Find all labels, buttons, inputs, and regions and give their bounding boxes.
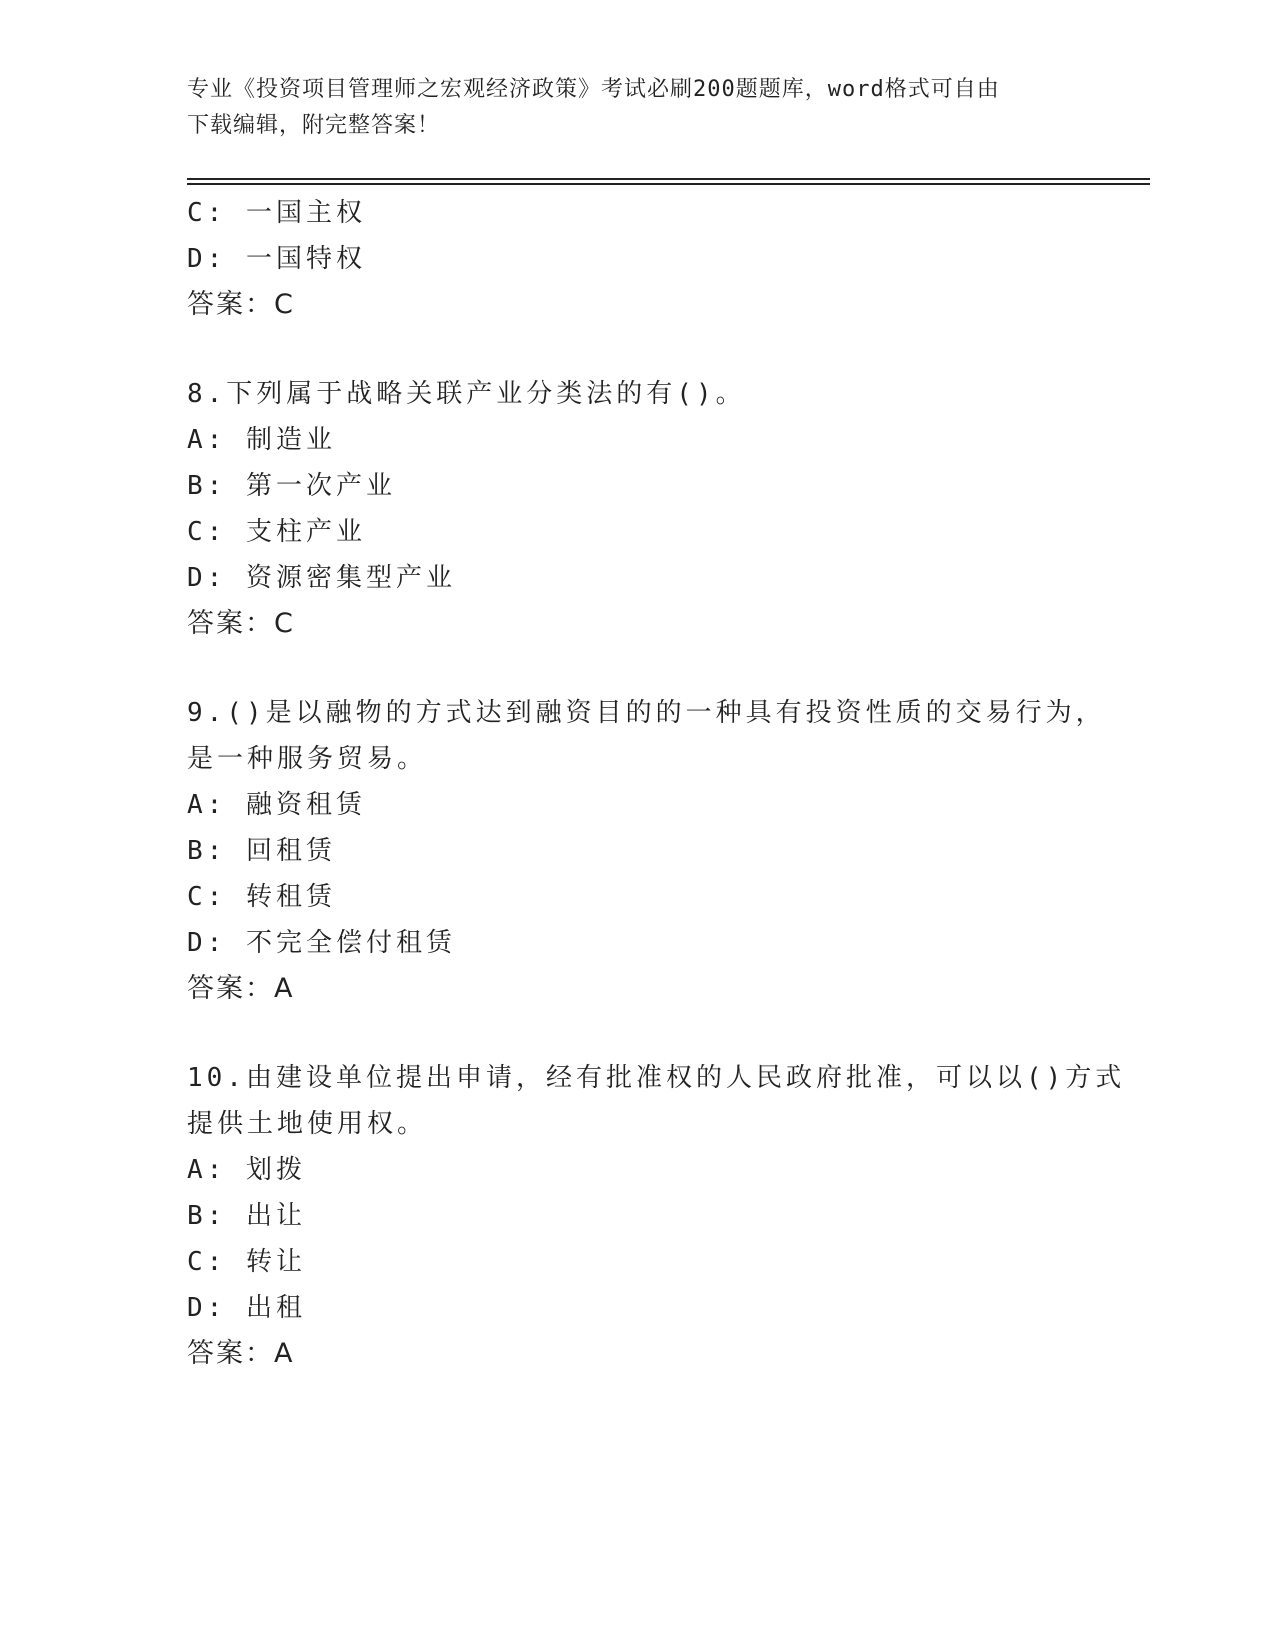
answer: 答案：A bbox=[187, 973, 295, 1004]
option-c: C: 支柱产业 bbox=[187, 517, 366, 547]
question-stem-line-2: 是一种服务贸易。 bbox=[187, 744, 428, 774]
spacer bbox=[187, 1012, 1087, 1055]
option-d: D: 一国特权 bbox=[187, 244, 366, 274]
option-b: B: 出让 bbox=[187, 1201, 306, 1231]
option-b: B: 回租赁 bbox=[187, 836, 336, 866]
option-c: C: 转让 bbox=[187, 1247, 306, 1277]
header-divider-top bbox=[187, 178, 1150, 180]
option-d: D: 不完全偿付租赁 bbox=[187, 928, 456, 958]
header-line-2: 下载编辑，附完整答案！ bbox=[187, 113, 441, 138]
question-stem: 8.下列属于战略关联产业分类法的有()。 bbox=[187, 379, 746, 409]
option-a: A: 融资租赁 bbox=[187, 790, 366, 820]
question-stem-line-2: 提供土地使用权。 bbox=[187, 1109, 428, 1139]
option-d: D: 出租 bbox=[187, 1293, 306, 1323]
answer: 答案：A bbox=[187, 1338, 295, 1369]
answer: 答案：C bbox=[187, 289, 295, 320]
document-header bbox=[187, 72, 1067, 144]
answer: 答案：C bbox=[187, 608, 295, 639]
option-d: D: 资源密集型产业 bbox=[187, 563, 456, 593]
question-10 bbox=[187, 1055, 1126, 1377]
question-stem-line-1: 9.()是以融物的方式达到融资目的的一种具有投资性质的交易行为， bbox=[187, 698, 1106, 728]
header-divider-bottom bbox=[187, 183, 1150, 185]
question-8 bbox=[187, 371, 1087, 647]
option-c: C: 转租赁 bbox=[187, 882, 336, 912]
question-9 bbox=[187, 690, 1106, 1012]
question-list bbox=[187, 190, 1126, 1377]
option-a: A: 制造业 bbox=[187, 425, 336, 455]
question-stem-line-1: 10.由建设单位提出申请，经有批准权的人民政府批准，可以以()方式 bbox=[187, 1063, 1126, 1093]
spacer bbox=[187, 647, 1087, 690]
header-line-1: 专业《投资项目管理师之宏观经济政策》考试必刷200题题库，word格式可自由 bbox=[187, 77, 1000, 102]
option-c: C: 一国主权 bbox=[187, 198, 366, 228]
option-a: A: 划拨 bbox=[187, 1155, 306, 1185]
spacer bbox=[187, 328, 1087, 371]
option-b: B: 第一次产业 bbox=[187, 471, 396, 501]
question-7 bbox=[187, 190, 1087, 328]
